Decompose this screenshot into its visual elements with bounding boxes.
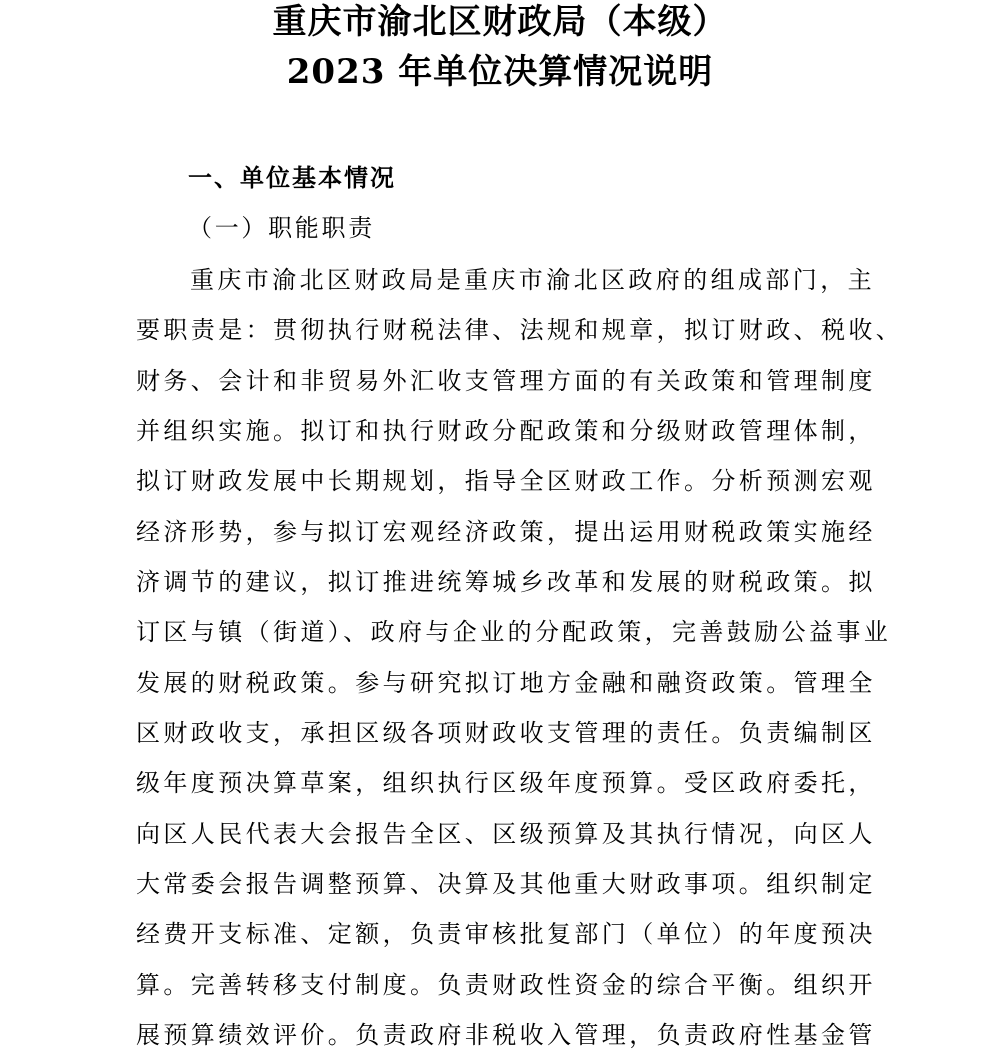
body-line: 算。完善转移支付制度。负责财政性资金的综合平衡。组织开	[136, 970, 876, 999]
body-line: 要职责是：贯彻执行财税法律、法规和规章，拟订财政、税收、	[136, 316, 904, 345]
document-title-line-2: 2023 年单位决算情况说明	[286, 52, 714, 92]
body-line: 重庆市渝北区财政局是重庆市渝北区政府的组成部门，主	[190, 266, 875, 294]
subsection-heading: （一）职能职责	[188, 214, 375, 242]
body-line: 区财政收支，承担区级各项财政收支管理的责任。负责编制区	[136, 718, 876, 747]
body-line: 大常委会报告调整预算、决算及其他重大财政事项。组织制定	[136, 869, 876, 898]
body-line: 财务、会计和非贸易外汇收支管理方面的有关政策和管理制度	[136, 366, 876, 395]
body-line: 拟订财政发展中长期规划，指导全区财政工作。分析预测宏观	[136, 467, 876, 496]
body-line: 订区与镇（街道）、政府与企业的分配政策，完善鼓励公益事业	[136, 618, 892, 647]
body-line: 经费开支标准、定额，负责审核批复部门（单位）的年度预决	[136, 920, 876, 949]
body-line: 发展的财税政策。参与研究拟订地方金融和融资政策。管理全	[136, 668, 876, 697]
body-line: 展预算绩效评价。负责政府非税收入管理，负责政府性基金管	[136, 1020, 876, 1049]
body-line: 济调节的建议，拟订推进统筹城乡改革和发展的财税政策。拟	[136, 567, 876, 596]
section-heading: 一、单位基本情况	[188, 164, 396, 192]
body-line: 向区人民代表大会报告全区、区级预算及其执行情况，向区人	[136, 819, 876, 848]
document-title-line-1: 重庆市渝北区财政局（本级）	[272, 2, 728, 42]
body-line: 并组织实施。拟订和执行财政分配政策和分级财政管理体制，	[136, 416, 876, 445]
body-line: 经济形势，参与拟订宏观经济政策，提出运用财税政策实施经	[136, 517, 876, 546]
body-paragraph	[136, 255, 956, 1052]
body-line: 级年度预决算草案，组织执行区级年度预算。受区政府委托，	[136, 769, 876, 798]
